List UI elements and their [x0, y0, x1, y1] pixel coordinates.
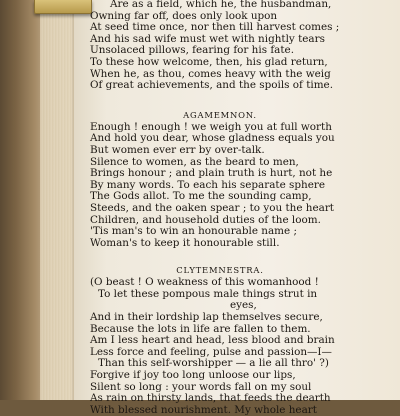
verse-line: Less force and feeling, pulse and passion—I—: [90, 345, 332, 358]
verse-line: As rain on thirsty lands, that feeds the dearth: [90, 392, 331, 405]
verse-line: At seed time once, nor then till harvest comes ;: [90, 21, 340, 34]
speaker-heading: CLYTEMNESTRA.: [176, 265, 264, 276]
verse-line: Than this self-worshipper — a lie all thro' ?): [98, 357, 329, 370]
verse-line: Unsolaced pillows, fearing for his fate.: [90, 44, 295, 57]
verse-line: Because the lots in life are fallen to them.: [90, 322, 311, 335]
verse-line: eyes,: [230, 299, 257, 312]
verse-line: To let these pompous male things strut in: [98, 287, 318, 300]
verse-line: And hold you dear, whose gladness equals you: [90, 132, 335, 145]
verse-line: And in their lordship lap themselves secure,: [90, 311, 323, 324]
verse-line: Children, and household duties of the loom.: [90, 213, 321, 226]
verse-line: Steeds, and the oaken spear ; to you the heart: [90, 201, 334, 214]
verse-line: By many words. To each his separate sphere: [90, 178, 325, 191]
verse-line: Enough ! enough ! we weigh you at full worth: [90, 120, 332, 133]
verse-line: But women ever err by over-talk.: [90, 143, 265, 156]
poem-text: [90, 0, 400, 416]
verse-line: 'Tis man's to win an honourable name ;: [90, 225, 297, 238]
page-edges: [40, 0, 74, 400]
verse-line: Brings honour ; and plain truth is hurt, not he: [90, 167, 333, 180]
verse-line: To these how welcome, then, his glad return,: [90, 55, 328, 68]
verse-line: Silent so long : your words fall on my soul: [90, 380, 312, 393]
speaker-heading: AGAMEMNON.: [183, 109, 257, 120]
verse-line: Are as a field, which he, the husbandman,: [110, 0, 332, 10]
verse-line: Am I less heart and head, less blood and brain: [90, 334, 335, 347]
verse-line: Forgive if joy too long unloose our lips,: [90, 369, 296, 382]
verse-line: Of great achievements, and the spoils of time.: [90, 79, 334, 92]
verse-line: Woman's to keep it honourable still.: [90, 236, 280, 249]
verse-line: When he, as thou, comes heavy with the weig: [90, 67, 331, 80]
verse-line: And his sad wife must wet with nightly tears: [90, 32, 325, 45]
verse-line: Silence to women, as the beard to men,: [90, 155, 299, 168]
verse-line: The Gods allot. To me the sounding camp,: [90, 190, 312, 203]
verse-line: (O beast ! O weakness of this womanhood !: [90, 276, 319, 289]
verse-line: With blessed nourishment. My whole heart: [90, 403, 317, 416]
bookmark-tab: [34, 0, 92, 14]
verse-line: Owning far off, does only look upon: [90, 9, 278, 22]
